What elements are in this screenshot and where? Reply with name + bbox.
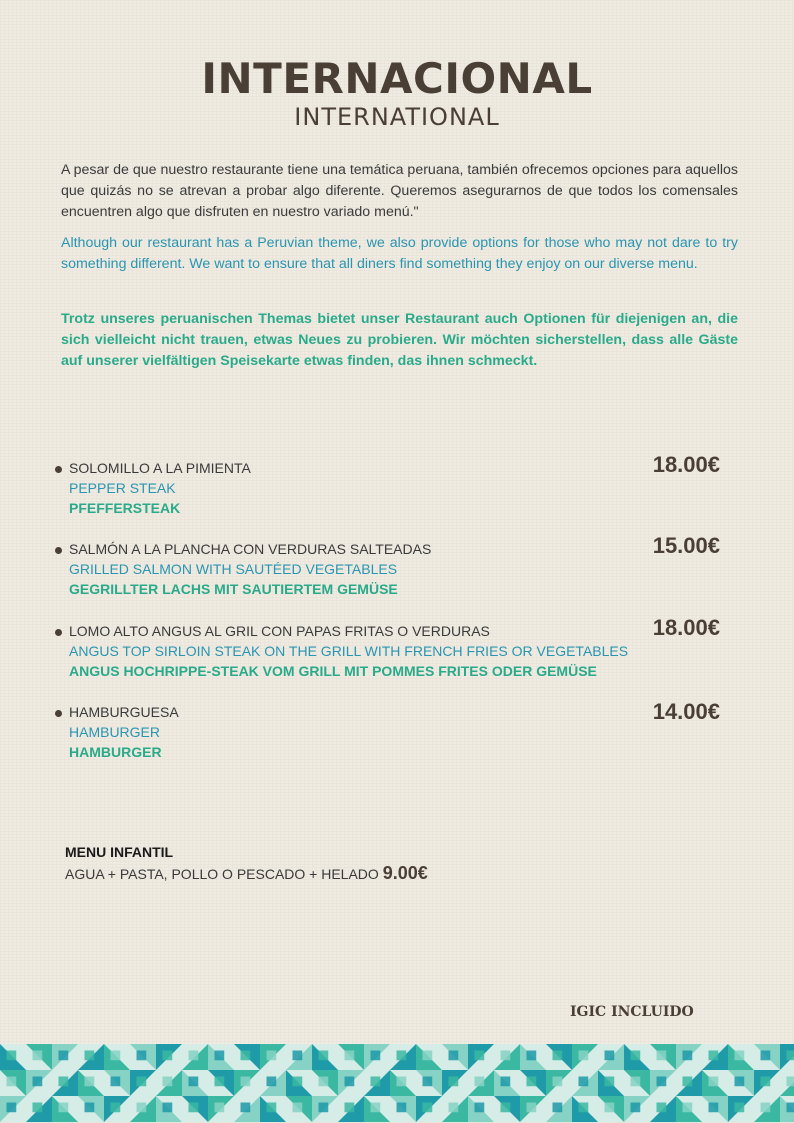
pattern-step <box>267 1077 277 1087</box>
pattern-step <box>215 1103 225 1113</box>
bullet-icon <box>55 466 62 473</box>
pattern-step <box>189 1103 199 1113</box>
intro-english: Although our restaurant has a Peruvian theme, we also provide options for those who may not dare to try something different. We want to ensure that all diners find something they enjoy on our diverse menu. <box>61 235 738 272</box>
pattern-step <box>215 1051 225 1061</box>
pattern-step <box>423 1051 433 1061</box>
pattern-step <box>267 1051 277 1061</box>
pattern-step <box>85 1103 95 1113</box>
pattern-step <box>345 1051 355 1061</box>
pattern-step <box>345 1077 355 1087</box>
pattern-step <box>371 1103 381 1113</box>
pattern-step <box>267 1103 277 1113</box>
pattern-step <box>449 1077 459 1087</box>
dish-item <box>55 615 735 687</box>
pattern-step <box>111 1103 121 1113</box>
pattern-step <box>683 1077 693 1087</box>
dish-name-de: PFEFFERSTEAK <box>69 500 181 516</box>
pattern-step <box>579 1077 589 1087</box>
pattern-step <box>527 1051 537 1061</box>
pattern-step <box>605 1103 615 1113</box>
pattern-step <box>319 1077 329 1087</box>
pattern-step <box>735 1077 745 1087</box>
kids-menu-line <box>65 862 565 885</box>
pattern-step <box>7 1103 17 1113</box>
pattern-step <box>605 1051 615 1061</box>
pattern-step <box>605 1077 615 1087</box>
pattern-step <box>657 1103 667 1113</box>
dish-name-en: GRILLED SALMON WITH SAUTÉED VEGETABLES <box>69 561 398 577</box>
pattern-step <box>293 1103 303 1113</box>
pattern-step <box>397 1077 407 1087</box>
pattern-step <box>579 1103 589 1113</box>
pattern-step <box>527 1077 537 1087</box>
tax-note: IGIC INCLUIDO <box>570 1004 694 1020</box>
pattern-step <box>241 1103 251 1113</box>
decorative-pattern-band <box>0 1044 794 1123</box>
pattern-step <box>397 1051 407 1061</box>
kids-menu-description: AGUA + PASTA, POLLO O PESCADO + HELADO <box>65 866 379 882</box>
pattern-step <box>397 1103 407 1113</box>
pattern-step <box>59 1051 69 1061</box>
dish-item <box>55 533 735 605</box>
pattern-step <box>293 1077 303 1087</box>
pattern-step <box>761 1077 771 1087</box>
pattern-step <box>33 1077 43 1087</box>
dish-name-de: ANGUS HOCHRIPPE-STEAK VOM GRILL MIT POMMES FRITES ODER GEMÜSE <box>69 663 597 679</box>
intro-german: Trotz unseres peruanischen Themas bietet unser Restaurant auch Optionen für diejenigen an, die sich vielleicht nicht trauen, etwas Neues zu probieren. Wir möchten sicherstellen, dass alle Gäste auf unserer vielfältigen Speisekarte etwas finden, das ihnen schmeckt. <box>61 311 738 369</box>
pattern-step <box>189 1077 199 1087</box>
pattern-step <box>709 1103 719 1113</box>
pattern-step <box>553 1051 563 1061</box>
dish-name-de: GEGRILLTER LACHS MIT SAUTIERTEM GEMÜSE <box>69 581 398 597</box>
pattern-step <box>553 1103 563 1113</box>
pattern-step <box>709 1051 719 1061</box>
pattern-step <box>735 1051 745 1061</box>
pattern-step <box>787 1077 794 1087</box>
pattern-step <box>137 1103 147 1113</box>
dish-name-en: HAMBURGER <box>69 724 161 740</box>
dish-item <box>55 452 735 524</box>
intro-spanish: A pesar de que nuestro restaurante tiene una temática peruana, también ofrecemos opciones para aquellos que quizás no se atrevan a probar algo diferente. Queremos asegurarnos de que todos los comensales encuentren algo que disfruten en nuestro variado menú." <box>61 162 738 220</box>
pattern-step <box>371 1051 381 1061</box>
pattern-step <box>7 1051 17 1061</box>
dish-name-en: ANGUS TOP SIRLOIN STEAK ON THE GRILL WITH FRENCH FRIES OR VEGETABLES <box>69 643 629 659</box>
pattern-step <box>215 1077 225 1087</box>
dish-name-en: PEPPER STEAK <box>69 480 176 496</box>
pattern-step <box>423 1103 433 1113</box>
pattern-step <box>709 1077 719 1087</box>
dish-name-es: SALMÓN A LA PLANCHA CON VERDURAS SALTEADAS <box>69 541 432 557</box>
pattern-step <box>501 1051 511 1061</box>
bullet-icon <box>55 710 62 717</box>
pattern-step <box>33 1051 43 1061</box>
menu-title: INTERNACIONAL <box>201 54 593 103</box>
pattern-step <box>553 1077 563 1087</box>
pattern-step <box>319 1051 329 1061</box>
pattern-step <box>241 1077 251 1087</box>
kids-menu-title: MENU INFANTIL <box>65 844 174 860</box>
pattern-step <box>579 1051 589 1061</box>
pattern-step <box>137 1051 147 1061</box>
pattern-step <box>761 1051 771 1061</box>
pattern-step <box>657 1077 667 1087</box>
pattern-step <box>423 1077 433 1087</box>
pattern-step <box>501 1077 511 1087</box>
pattern-step <box>345 1103 355 1113</box>
pattern-step <box>501 1103 511 1113</box>
pattern-step <box>657 1051 667 1061</box>
pattern-step <box>163 1103 173 1113</box>
pattern-step <box>163 1077 173 1087</box>
pattern-step <box>475 1051 485 1061</box>
pattern-step <box>631 1103 641 1113</box>
pattern-step <box>527 1103 537 1113</box>
pattern-step <box>787 1103 794 1113</box>
dish-name-de: HAMBURGER <box>69 744 162 760</box>
pattern-step <box>371 1077 381 1087</box>
pattern-step <box>449 1051 459 1061</box>
pattern-step <box>189 1051 199 1061</box>
pattern-step <box>293 1051 303 1061</box>
dish-item <box>55 699 735 768</box>
dish-price: 18.00€ <box>652 452 720 477</box>
pattern-step <box>59 1103 69 1113</box>
pattern-step <box>683 1051 693 1061</box>
pattern-step <box>631 1077 641 1087</box>
bullet-icon <box>55 629 62 636</box>
dish-price: 18.00€ <box>652 615 720 640</box>
pattern-step <box>683 1103 693 1113</box>
pattern-step <box>111 1051 121 1061</box>
pattern-step <box>735 1103 745 1113</box>
pattern-step <box>475 1077 485 1087</box>
dish-price: 15.00€ <box>652 533 720 558</box>
pattern-step <box>85 1051 95 1061</box>
kids-menu-price: 9.00€ <box>382 863 428 883</box>
pattern-step <box>787 1051 794 1061</box>
pattern-step <box>761 1103 771 1113</box>
pattern-step <box>449 1103 459 1113</box>
dish-name-es: HAMBURGUESA <box>69 704 179 720</box>
pattern-step <box>163 1051 173 1061</box>
menu-subtitle: INTERNATIONAL <box>294 103 500 131</box>
pattern-step <box>319 1103 329 1113</box>
pattern-step <box>475 1103 485 1113</box>
pattern-step <box>241 1051 251 1061</box>
dish-price: 14.00€ <box>652 699 720 724</box>
kids-menu <box>65 842 565 885</box>
pattern-step <box>33 1103 43 1113</box>
pattern-step <box>85 1077 95 1087</box>
pattern-step <box>7 1077 17 1087</box>
pattern-step <box>137 1077 147 1087</box>
pattern-step <box>631 1051 641 1061</box>
dish-name-es: SOLOMILLO A LA PIMIENTA <box>69 460 251 476</box>
dish-name-es: LOMO ALTO ANGUS AL GRIL CON PAPAS FRITAS O VERDURAS <box>69 623 490 639</box>
pattern-step <box>111 1077 121 1087</box>
bullet-icon <box>55 547 62 554</box>
pattern-step <box>59 1077 69 1087</box>
